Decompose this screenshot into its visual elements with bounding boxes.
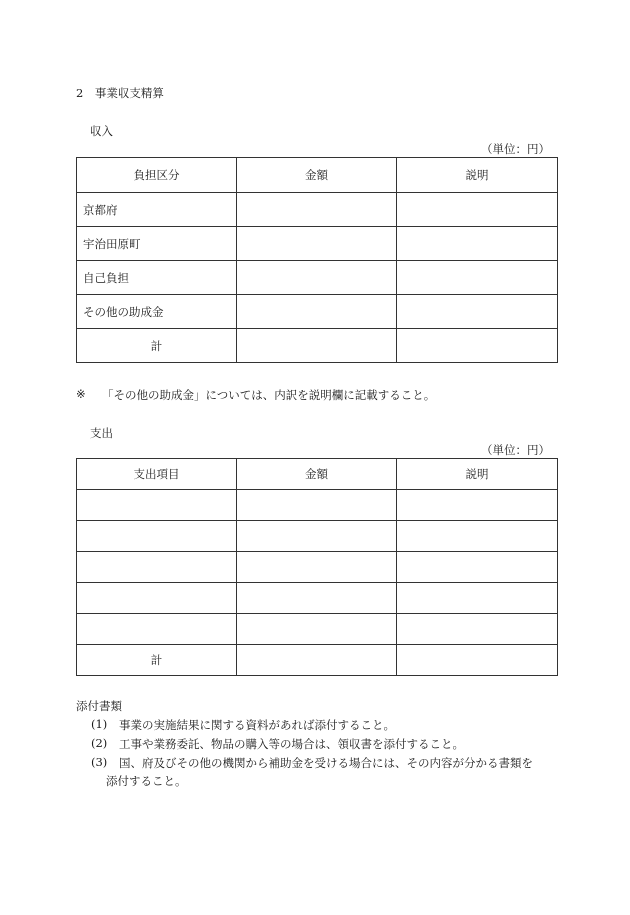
expense-note-cell[interactable] <box>397 583 558 614</box>
income-amount-cell[interactable] <box>237 193 397 227</box>
table-row <box>77 193 558 227</box>
expense-total-note-cell[interactable] <box>397 645 558 676</box>
income-row-label: 自己負担 <box>77 261 237 295</box>
income-row-label: 京都府 <box>77 193 237 227</box>
income-total-amount-cell[interactable] <box>237 329 397 363</box>
expense-unit: （単位：円） <box>481 443 550 457</box>
attachment-item-text: 事業の実施結果に関する資料があれば添付すること。 <box>119 718 395 732</box>
income-header-amount: 金額 <box>237 158 397 193</box>
expense-amount-cell[interactable] <box>237 614 397 645</box>
table-row <box>77 490 558 521</box>
expense-item-cell[interactable] <box>77 583 237 614</box>
income-row-label: 宇治田原町 <box>77 227 237 261</box>
attachment-item-text: 工事や業務委託、物品の購入等の場合は、領収書を添付すること。 <box>119 737 464 751</box>
income-row-label: その他の助成金 <box>77 295 237 329</box>
attachment-item-number: (1) <box>91 717 108 731</box>
table-row <box>77 295 558 329</box>
expense-heading: 支出 <box>90 426 113 440</box>
expense-note-cell[interactable] <box>397 521 558 552</box>
expense-header-description: 説明 <box>397 459 558 490</box>
expense-total-label: 計 <box>77 645 237 676</box>
expense-item-cell[interactable] <box>77 490 237 521</box>
table-row <box>77 614 558 645</box>
income-note-cell[interactable] <box>397 193 558 227</box>
income-header-category: 負担区分 <box>77 158 237 193</box>
table-row <box>77 261 558 295</box>
income-header-row <box>77 158 558 193</box>
expense-note-cell[interactable] <box>397 552 558 583</box>
table-row <box>77 552 558 583</box>
income-note-cell[interactable] <box>397 261 558 295</box>
expense-total-amount-cell[interactable] <box>237 645 397 676</box>
table-row <box>77 521 558 552</box>
section-title: 2 事業収支精算 <box>76 86 164 100</box>
expense-item-cell[interactable] <box>77 614 237 645</box>
income-note-cell[interactable] <box>397 295 558 329</box>
expense-header-row <box>77 459 558 490</box>
income-total-row <box>77 329 558 363</box>
attachment-item-number: (3) <box>91 755 108 769</box>
expense-amount-cell[interactable] <box>237 583 397 614</box>
expense-item-cell[interactable] <box>77 521 237 552</box>
table-row <box>77 583 558 614</box>
income-table <box>76 157 558 363</box>
attachment-item-number: (2) <box>91 736 108 750</box>
expense-note-cell[interactable] <box>397 490 558 521</box>
income-unit: （単位：円） <box>481 142 550 156</box>
income-total-label: 計 <box>77 329 237 363</box>
income-amount-cell[interactable] <box>237 261 397 295</box>
attachment-item-continuation: 添付すること。 <box>106 774 187 788</box>
income-amount-cell[interactable] <box>237 295 397 329</box>
expense-header-item: 支出項目 <box>77 459 237 490</box>
expense-header-amount: 金額 <box>237 459 397 490</box>
attachments-heading: 添付書類 <box>76 699 122 713</box>
income-header-description: 説明 <box>397 158 558 193</box>
expense-table <box>76 458 558 676</box>
expense-note-cell[interactable] <box>397 614 558 645</box>
expense-total-row <box>77 645 558 676</box>
expense-amount-cell[interactable] <box>237 490 397 521</box>
expense-amount-cell[interactable] <box>237 552 397 583</box>
expense-item-cell[interactable] <box>77 552 237 583</box>
note-mark: ※ <box>76 387 86 401</box>
note-text: 「その他の助成金」については、内訳を説明欄に記載すること。 <box>102 388 436 402</box>
income-total-note-cell[interactable] <box>397 329 558 363</box>
table-row <box>77 227 558 261</box>
income-amount-cell[interactable] <box>237 227 397 261</box>
income-note-cell[interactable] <box>397 227 558 261</box>
expense-amount-cell[interactable] <box>237 521 397 552</box>
income-heading: 収入 <box>90 124 113 138</box>
attachment-item-text: 国、府及びその他の機関から補助金を受ける場合には、その内容が分かる書類を <box>119 756 533 770</box>
